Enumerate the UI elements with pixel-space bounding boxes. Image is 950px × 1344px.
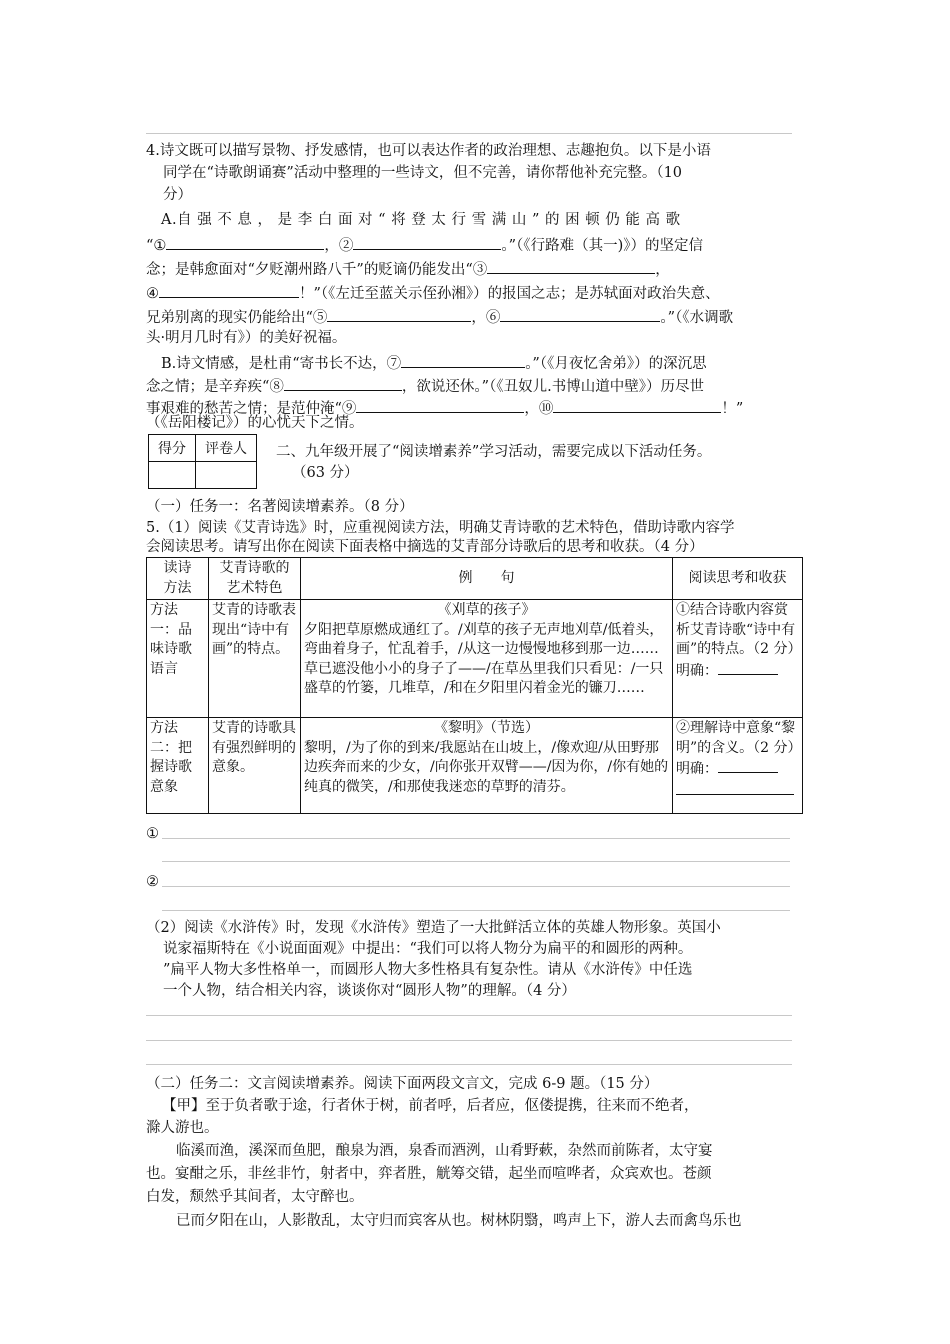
answer-line[interactable] xyxy=(146,1064,792,1065)
answer-line[interactable] xyxy=(146,133,792,134)
header-method xyxy=(147,558,209,600)
grader-label: 评卷人 xyxy=(196,435,257,462)
method-cell: 方法二：把握诗歌意象 xyxy=(147,718,209,814)
q4-intro: 分） xyxy=(163,187,192,203)
passage-text: 临溪而渔，溪深而鱼肥，酿泉为酒，泉香而酒洌，山肴野蔌，杂然而前陈者，太守宴 xyxy=(176,1143,713,1159)
q4-intro: 4.诗文既可以描写景物、抒发感情，也可以表达作者的政治理想、志趣抱负。以下是小语 xyxy=(146,143,711,159)
poem-text: 黎明，/为了你的到来/我愿站在山坡上，/像欢迎/从田野那边疾奔而来的少女，/向你张开双臂——/因为你，/你有她的纯真的微笑，/和那使我迷恋的草野的清芬。 xyxy=(304,739,669,795)
score-cell[interactable] xyxy=(149,462,196,489)
answer-blank[interactable] xyxy=(718,660,778,675)
q4-a-line: 念；是韩愈面对“夕贬潮州路八千”的贬谪仍能发出“③ ， xyxy=(146,258,670,280)
q5-part2: （2）阅读《水浒传》时，发现《水浒传》塑造了一大批鲜活立体的英雄人物形象。英国小 xyxy=(146,920,721,936)
poem-title: 《黎明》（节选） xyxy=(434,720,539,736)
reflection-task: ②理解诗中意象“黎明”的含义。（2 分） xyxy=(676,720,802,756)
section-2-score: （63 分） xyxy=(292,465,359,481)
answer-line[interactable] xyxy=(146,1015,792,1016)
reflection-cell xyxy=(673,718,803,814)
feature-cell: 艾青的诗歌具有强烈鲜明的意象。 xyxy=(209,718,301,814)
header-reflection: 阅读思考和收获 xyxy=(673,558,803,600)
q5-part2: 一个人物，结合相关内容，谈谈你对“圆形人物”的理解。（4 分） xyxy=(163,983,576,999)
poetry-table xyxy=(146,557,803,814)
poem-cell xyxy=(301,718,673,814)
q4-a-text: A.自 强 不 息 ， 是 李 白 面 对 “ 将 登 太 行 雪 满 山 ” 的 困 顿 仍 能 高 歌 xyxy=(161,212,681,228)
passage-text: 【甲】至于负者歌于途，行者休于树，前者呼，后者应，伛偻提携，往来而不绝者， xyxy=(162,1098,699,1114)
q4-a-line: ④ ！”（《左迁至蓝关示侄孙湘》）的报国之志；是苏轼面对政治失意、 xyxy=(146,282,720,304)
answer-label: 明确： xyxy=(676,761,718,777)
blank-5[interactable] xyxy=(327,306,471,322)
task-2-title: （二）任务二：文言阅读增素养。阅读下面两段文言文，完成 6-9 题。（15 分） xyxy=(146,1076,659,1092)
answer-label: 明确： xyxy=(676,662,718,679)
blank-2[interactable] xyxy=(353,234,501,250)
q4-b-line: 念之情；是辛弃疾“⑧ ，欲说还休。”（《丑奴儿.书博山道中壁》）历尽世 xyxy=(146,375,704,397)
q4-a-line: 兄弟别离的现实仍能给出“⑤ ，⑥ 。”（《水调歌 xyxy=(146,306,733,328)
blank-10[interactable] xyxy=(553,397,721,413)
answer-line[interactable] xyxy=(162,910,790,911)
answer-line[interactable] xyxy=(162,838,790,839)
blank-8[interactable] xyxy=(284,375,402,391)
answer-1-label: ① xyxy=(146,826,159,842)
passage-text: 也。宴酣之乐，非丝非竹，射者中，弈者胜，觥筹交错，起坐而喧哗者，众宾欢也。苍颜 xyxy=(146,1166,712,1182)
header-method-text: 读诗 方法 xyxy=(163,560,192,596)
grader-cell[interactable] xyxy=(196,462,257,489)
q4-b-text: （《岳阳楼记》）的心忧天下之情。 xyxy=(146,415,364,431)
q5-part2: ”扁平人物大多性格单一，而圆形人物大多性格具有复杂性。请从《水浒传》中任选 xyxy=(163,962,693,978)
passage-text: 已而夕阳在山，人影散乱，太守归而宾客从也。树林阴翳，鸣声上下，游人去而禽鸟乐也 xyxy=(176,1213,742,1229)
answer-row xyxy=(676,758,799,780)
answer-row xyxy=(676,660,799,682)
q4-b-line: B.诗文情感，是杜甫“寄书长不达，⑦ 。”（《月夜忆舍弟》）的深沉思 xyxy=(161,352,707,374)
header-example: 例 句 xyxy=(301,558,673,600)
blank-7[interactable] xyxy=(401,352,525,368)
blank-4[interactable] xyxy=(159,282,299,298)
reflection-cell xyxy=(673,600,803,718)
score-label: 得分 xyxy=(149,435,196,462)
blank-1[interactable] xyxy=(166,234,324,250)
header-feature-text: 艾青诗歌的 艺术特色 xyxy=(219,560,290,596)
poem-text: 夕阳把草原燃成通红了。/刈草的孩子无声地刈草/低着头，弯曲着身子，忙乱着手，/从这一边慢慢地移到那一边……草已遮没他小小的身子了——/在草丛里我们只看见：/一只盛草的竹篓，几堆草，/和在夕阳里闪着金光的镰刀…… xyxy=(304,621,664,696)
q5-intro: 5.（1）阅读《艾青诗选》时，应重视阅读方法，明确艾青诗歌的艺术特色，借助诗歌内容学 xyxy=(146,520,735,536)
answer-line[interactable] xyxy=(162,886,790,887)
answer-2-label: ② xyxy=(146,874,159,890)
q4-a-text: 头·明月几时有》）的美好祝福。 xyxy=(146,330,347,346)
answer-line[interactable] xyxy=(162,861,790,862)
score-box xyxy=(148,434,257,489)
poem-cell xyxy=(301,600,673,718)
blank-9[interactable] xyxy=(356,397,524,413)
blank-3[interactable] xyxy=(487,258,655,274)
header-feature xyxy=(209,558,301,600)
section-2-title: 二、九年级开展了“阅读增素养”学习活动，需要完成以下活动任务。 xyxy=(276,444,712,460)
poem-title: 《刈草的孩子》 xyxy=(437,602,536,618)
q5-part2: 说家福斯特在《小说面面观》中提出：“我们可以将人物分为扁平的和圆形的两种。 xyxy=(163,941,693,957)
blank-6[interactable] xyxy=(500,306,660,322)
feature-cell: 艾青的诗歌表现出“诗中有画”的特点。 xyxy=(209,600,301,718)
answer-blank[interactable] xyxy=(718,758,778,773)
answer-line[interactable] xyxy=(146,1040,792,1041)
q4-a-line: “① ，② 。”（《行路难（其一)》）的坚定信 xyxy=(146,234,703,256)
answer-blank[interactable] xyxy=(676,780,794,795)
task-1-title: （一）任务一：名著阅读增素养。（8 分） xyxy=(146,499,414,515)
q4-intro: 同学在“诗歌朗诵赛”活动中整理的一些诗文，但不完善，请你帮他补充完整。（10 xyxy=(163,165,683,181)
q5-intro: 会阅读思考。请写出你在阅读下面表格中摘选的艾青部分诗歌后的思考和收获。（4 分） xyxy=(146,539,704,555)
passage-text: 白发，颓然乎其间者，太守醉也。 xyxy=(146,1189,364,1205)
passage-text: 滁人游也。 xyxy=(146,1120,219,1136)
method-cell: 方法一：品味诗歌语言 xyxy=(147,600,209,718)
q4-b-line: 事艰难的愁苦之情；是范仲淹“⑨ ，⑩ ！” xyxy=(146,397,743,419)
reflection-task: ①结合诗歌内容赏析艾青诗歌“诗中有画”的特点。（2 分） xyxy=(676,602,802,657)
